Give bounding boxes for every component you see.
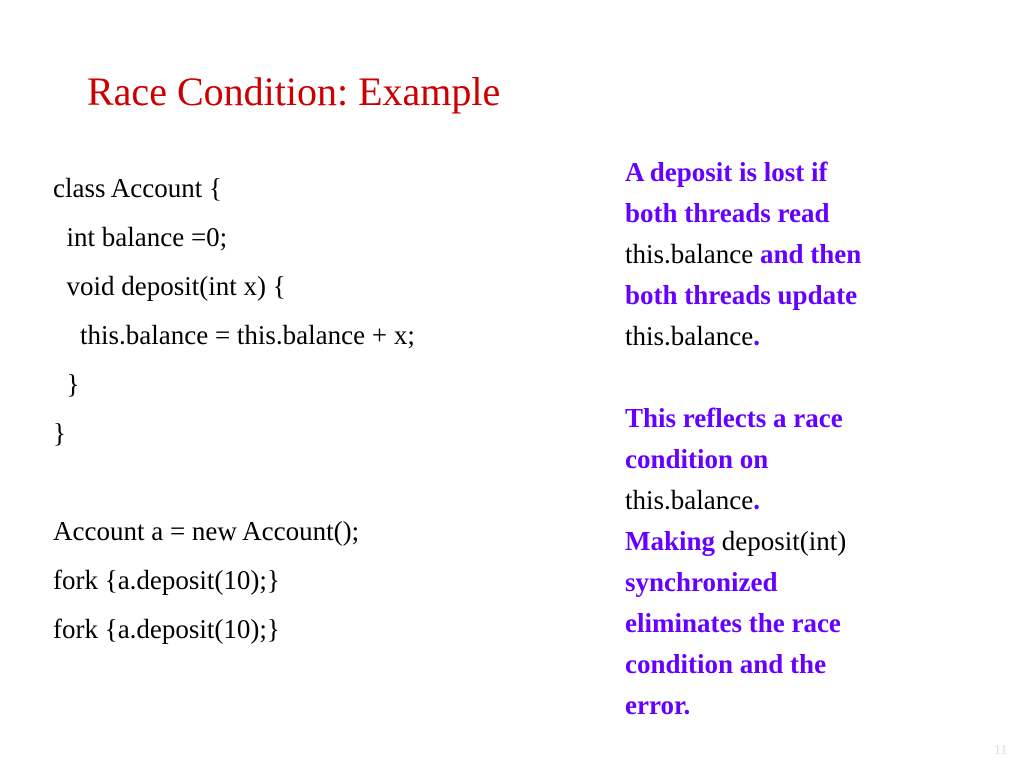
code-line: }	[53, 369, 80, 399]
code-line: int balance =0;	[53, 222, 228, 252]
highlight-text: condition on	[625, 444, 769, 474]
note-line	[625, 603, 955, 644]
highlight-text: eliminates the race	[625, 608, 841, 638]
note-line	[625, 644, 955, 685]
code-line: fork {a.deposit(10);}	[53, 565, 280, 595]
code-line: Account a = new Account();	[53, 516, 360, 546]
note-line	[625, 275, 955, 316]
note-line	[625, 521, 955, 562]
highlight-text: error.	[625, 690, 691, 720]
code-line: void deposit(int x) {	[53, 271, 286, 301]
highlight-text: This reflects a race	[625, 403, 843, 433]
code-reference: this.balance	[625, 321, 754, 351]
note-line	[625, 480, 955, 521]
note-line	[625, 439, 955, 480]
code-reference: deposit(int)	[715, 526, 847, 556]
explanation-note	[625, 152, 955, 726]
slide-title: Race Condition: Example	[87, 69, 501, 114]
code-line: fork {a.deposit(10);}	[53, 614, 280, 644]
highlight-text: both threads update	[625, 280, 858, 310]
slide-number: 11	[994, 743, 1008, 758]
highlight-text: both threads read	[625, 198, 830, 228]
note-line	[625, 316, 955, 357]
highlight-text: synchronized	[625, 567, 778, 597]
paragraph-gap	[625, 357, 955, 398]
note-line	[625, 685, 955, 726]
highlight-text: .	[753, 485, 760, 515]
highlight-text: and then	[753, 239, 862, 269]
code-line: this.balance = this.balance + x;	[53, 320, 415, 350]
note-line	[625, 193, 955, 234]
code-line: class Account {	[53, 173, 222, 203]
code-reference: this.balance	[625, 485, 754, 515]
highlight-text: condition and the	[625, 649, 827, 679]
code-reference: this.balance	[625, 239, 754, 269]
code-line: }	[53, 418, 66, 448]
highlight-text: Making	[625, 526, 716, 556]
note-line	[625, 234, 955, 275]
note-line	[625, 562, 955, 603]
highlight-text: .	[753, 321, 760, 351]
highlight-text: A deposit is lost if	[625, 157, 828, 187]
note-line	[625, 152, 955, 193]
note-line	[625, 398, 955, 439]
